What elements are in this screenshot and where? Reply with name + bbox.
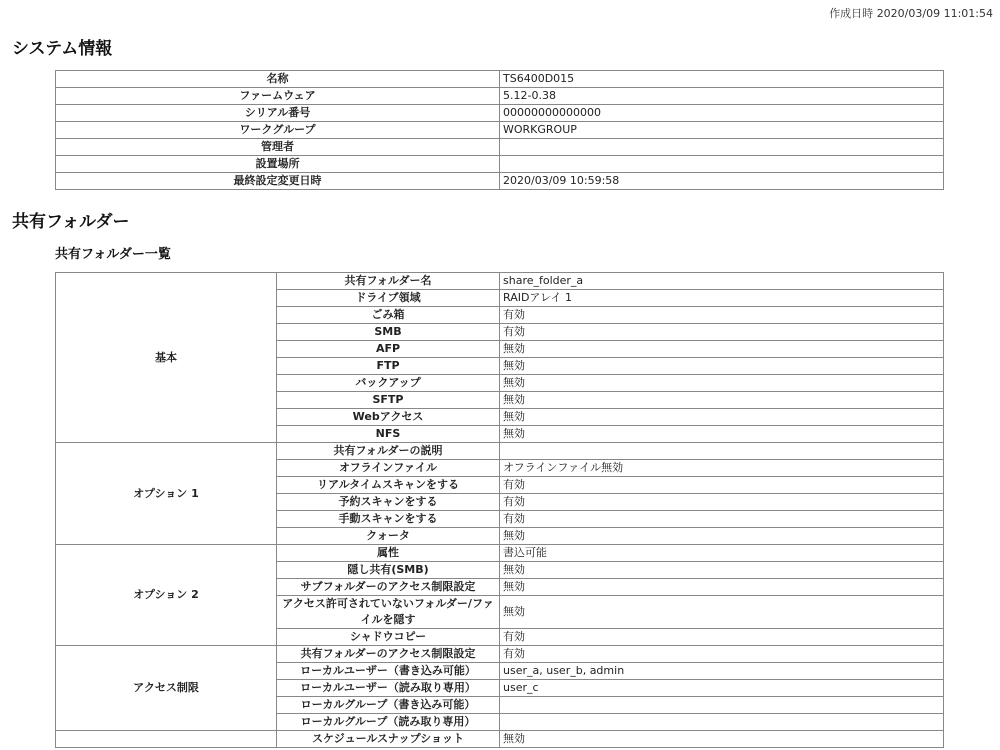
group-label: [56, 731, 277, 748]
setting-value: 無効: [500, 409, 944, 426]
setting-value: 無効: [500, 341, 944, 358]
setting-value: 有効: [500, 324, 944, 341]
setting-value: share_folder_a: [500, 273, 944, 290]
setting-value: 無効: [500, 528, 944, 545]
system-info-row: [56, 173, 944, 190]
system-info-key: シリアル番号: [56, 105, 500, 122]
shared-folder-list-heading: 共有フォルダー一覧: [55, 247, 171, 262]
group-label: 基本: [56, 273, 277, 443]
setting-value: 無効: [500, 375, 944, 392]
setting-key: クォータ: [277, 528, 500, 545]
setting-value: [500, 697, 944, 714]
setting-key: リアルタイムスキャンをする: [277, 477, 500, 494]
setting-value: user_a, user_b, admin: [500, 663, 944, 680]
group-label: オプション 2: [56, 545, 277, 646]
system-info-value: TS6400D015: [500, 71, 944, 88]
system-info-key: ワークグループ: [56, 122, 500, 139]
setting-key: ごみ箱: [277, 307, 500, 324]
setting-key: SFTP: [277, 392, 500, 409]
setting-value: 無効: [500, 562, 944, 579]
setting-value: 有効: [500, 629, 944, 646]
setting-value: [500, 714, 944, 731]
shared-folder-row: [56, 273, 944, 290]
setting-key: シャドウコピー: [277, 629, 500, 646]
setting-value: 有効: [500, 494, 944, 511]
setting-key: 隠し共有(SMB): [277, 562, 500, 579]
setting-value: 無効: [500, 596, 944, 629]
setting-value: RAIDアレイ 1: [500, 290, 944, 307]
setting-key: 手動スキャンをする: [277, 511, 500, 528]
setting-value: 書込可能: [500, 545, 944, 562]
setting-key: 属性: [277, 545, 500, 562]
setting-key: アクセス許可されていないフォルダー/ファイルを隠す: [277, 596, 500, 629]
setting-key: サブフォルダーのアクセス制限設定: [277, 579, 500, 596]
shared-folder-heading: 共有フォルダー: [12, 212, 130, 232]
setting-key: ローカルユーザー（書き込み可能）: [277, 663, 500, 680]
system-info-value: [500, 156, 944, 173]
setting-key: ローカルユーザー（読み取り専用）: [277, 680, 500, 697]
setting-value: 無効: [500, 426, 944, 443]
system-info-value: 2020/03/09 10:59:58: [500, 173, 944, 190]
shared-folder-row: [56, 646, 944, 663]
setting-key: 共有フォルダーの説明: [277, 443, 500, 460]
system-info-row: [56, 71, 944, 88]
setting-key: SMB: [277, 324, 500, 341]
system-info-row: [56, 156, 944, 173]
setting-key: バックアップ: [277, 375, 500, 392]
setting-value: 無効: [500, 392, 944, 409]
system-info-value: 00000000000000: [500, 105, 944, 122]
setting-key: ローカルグループ（読み取り専用）: [277, 714, 500, 731]
setting-key: スケジュールスナップショット: [277, 731, 500, 748]
system-info-key: 管理者: [56, 139, 500, 156]
system-info-row: [56, 139, 944, 156]
setting-value: 有効: [500, 511, 944, 528]
system-info-key: 名称: [56, 71, 500, 88]
system-info-key: 設置場所: [56, 156, 500, 173]
system-info-row: [56, 105, 944, 122]
setting-key: 共有フォルダーのアクセス制限設定: [277, 646, 500, 663]
setting-value: 有効: [500, 646, 944, 663]
setting-value: 無効: [500, 358, 944, 375]
setting-key: 予約スキャンをする: [277, 494, 500, 511]
group-label: オプション 1: [56, 443, 277, 545]
setting-key: Webアクセス: [277, 409, 500, 426]
setting-value: [500, 443, 944, 460]
system-info-row: [56, 122, 944, 139]
system-info-value: [500, 139, 944, 156]
setting-key: NFS: [277, 426, 500, 443]
created-value: 2020/03/09 11:01:54: [876, 7, 993, 20]
system-info-key: ファームウェア: [56, 88, 500, 105]
setting-value: 無効: [500, 579, 944, 596]
setting-value: 有効: [500, 307, 944, 324]
group-label: アクセス制限: [56, 646, 277, 731]
shared-folder-row: [56, 443, 944, 460]
system-info-key: 最終設定変更日時: [56, 173, 500, 190]
setting-key: ローカルグループ（書き込み可能）: [277, 697, 500, 714]
created-datetime: [829, 5, 993, 21]
setting-key: FTP: [277, 358, 500, 375]
system-info-value: WORKGROUP: [500, 122, 944, 139]
setting-value: オフラインファイル無効: [500, 460, 944, 477]
setting-key: 共有フォルダー名: [277, 273, 500, 290]
system-info-table: [55, 70, 944, 190]
system-info-heading: システム情報: [12, 39, 113, 59]
created-label: 作成日時: [829, 7, 874, 20]
setting-key: オフラインファイル: [277, 460, 500, 477]
shared-folder-table: [55, 272, 944, 748]
setting-value: 無効: [500, 731, 944, 748]
setting-value: 有効: [500, 477, 944, 494]
shared-folder-row: [56, 545, 944, 562]
shared-folder-row: [56, 731, 944, 748]
setting-key: AFP: [277, 341, 500, 358]
system-info-value: 5.12-0.38: [500, 88, 944, 105]
setting-value: user_c: [500, 680, 944, 697]
system-info-row: [56, 88, 944, 105]
setting-key: ドライブ領域: [277, 290, 500, 307]
